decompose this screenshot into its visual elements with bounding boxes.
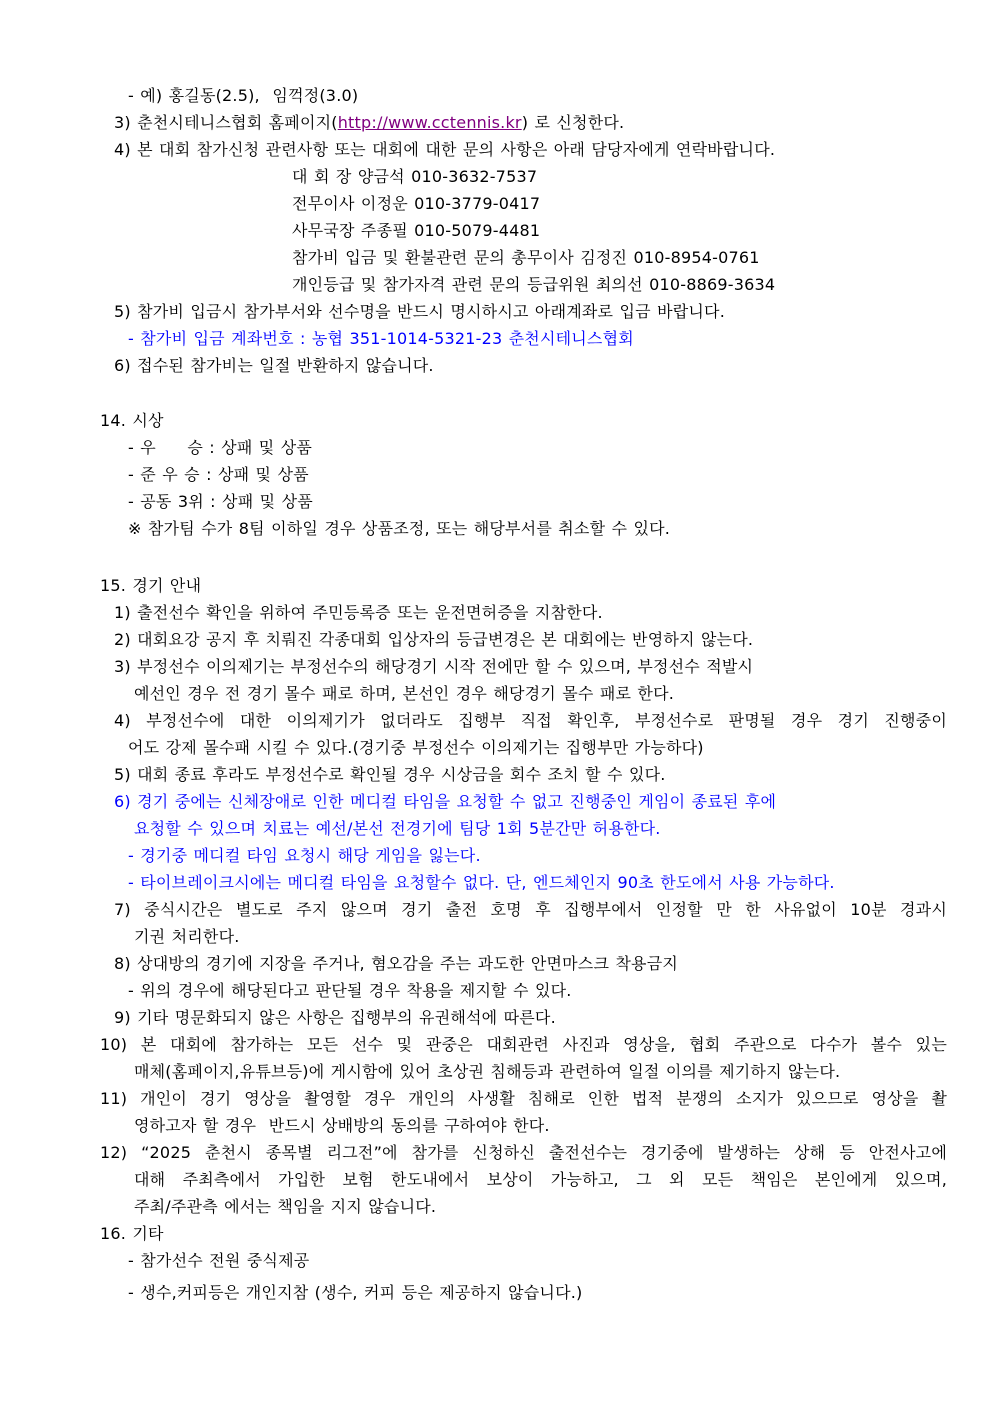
doc-line	[100, 977, 947, 1004]
text-segment: 16. 기타	[100, 1224, 164, 1243]
text-segment: 3) 부정선수 이의제기는 부정선수의 해당경기 시작 전에만 할 수 있으며, 부정선수 적발시	[114, 657, 754, 676]
doc-line	[100, 244, 947, 271]
doc-line	[100, 461, 947, 488]
text-segment: ※ 참가팀 수가 8팀 이하일 경우 상품조정, 또는 해당부서를 취소할 수 있다.	[128, 519, 671, 538]
text-segment: 1) 출전선수 확인을 위하여 주민등록증 또는 운전면허증을 지참한다.	[114, 603, 603, 622]
text-segment: 6) 접수된 참가비는 일절 반환하지 않습니다.	[114, 356, 434, 375]
text-segment: - 경기중 메디컬 타임 요청시 해당 게임을 잃는다.	[128, 846, 481, 865]
doc-line	[100, 653, 947, 680]
text-segment: 요청할 수 있으며 치료는 예선/본선 전경기에 팀당 1회 5분간만 허용한다.	[134, 819, 661, 838]
doc-line	[100, 325, 947, 352]
doc-line	[100, 1220, 947, 1247]
doc-line	[100, 1193, 947, 1220]
doc-line	[100, 1112, 947, 1139]
text-segment: 기권 처리한다.	[134, 927, 240, 946]
text-segment: 전무이사 이정운 010-3779-0417	[292, 194, 541, 213]
doc-line	[100, 761, 947, 788]
text-segment: 영하고자 할 경우 반드시 상배방의 동의를 구하여야 한다.	[134, 1116, 550, 1135]
doc-line	[100, 1058, 947, 1085]
doc-line	[100, 707, 947, 734]
text-segment: - 참가선수 전원 중식제공	[128, 1251, 310, 1270]
doc-line	[100, 1004, 947, 1031]
text-segment: ) 로 신청한다.	[521, 113, 625, 132]
doc-line	[100, 815, 947, 842]
doc-line	[100, 734, 947, 761]
text-segment: 5) 대회 종료 후라도 부정선수로 확인될 경우 시상금을 회수 조치 할 수 있다.	[114, 765, 666, 784]
text-segment: - 위의 경우에 해당된다고 판단될 경우 착용을 제지할 수 있다.	[128, 981, 572, 1000]
doc-line	[100, 1279, 947, 1306]
text-segment: - 우 승 : 상패 및 상품	[128, 438, 313, 457]
text-segment: 12) “2025 춘천시 종목별 리그전”에 참가를 신청하신 출전선수는 경기중에 발생하는 상해 등 안전사고에	[100, 1143, 947, 1162]
text-segment: 대 회 장 양금석 010-3632-7537	[292, 167, 538, 186]
doc-line	[100, 1085, 947, 1112]
text-segment: 예선인 경우 전 경기 몰수 패로 하며, 본선인 경우 해당경기 몰수 패로 한다.	[134, 684, 675, 703]
doc-line	[100, 626, 947, 653]
doc-line	[100, 896, 947, 923]
doc-line	[100, 352, 947, 379]
text-segment: 3) 춘천시테니스협회 홈페이지(	[114, 113, 338, 132]
text-segment: 7) 중식시간은 별도로 주지 않으며 경기 출전 호명 후 집행부에서 인정할 만 한 사유없이 10분 경과시	[114, 900, 947, 919]
doc-line	[100, 271, 947, 298]
doc-line	[100, 298, 947, 325]
text-segment: 9) 기타 명문화되지 않은 사항은 집행부의 유권해석에 따른다.	[114, 1008, 556, 1027]
doc-line	[100, 1139, 947, 1166]
text-segment: - 타이브레이크시에는 메디컬 타임을 요청할수 없다. 단, 엔드체인지 90초 한도에서 사용 가능하다.	[128, 873, 835, 892]
doc-line	[100, 190, 947, 217]
text-segment: - 예) 홍길동(2.5), 임꺽정(3.0)	[128, 86, 359, 105]
text-segment: 6) 경기 중에는 신체장애로 인한 메디컬 타임을 요청할 수 없고 진행중인 게임이 종료된 후에	[114, 792, 777, 811]
text-segment: 대해 주최측에서 가입한 보험 한도내에서 보상이 가능하고, 그 외 모든 책임은 본인에게 있으며,	[134, 1170, 947, 1189]
text-segment: 참가비 입금 및 환불관련 문의 총무이사 김정진 010-8954-0761	[292, 248, 760, 267]
document-body	[100, 82, 947, 1306]
text-segment: 사무국장 주종필 010-5079-4481	[292, 221, 541, 240]
doc-line	[100, 407, 947, 434]
text-segment: 11) 개인이 경기 영상을 촬영할 경우 개인의 사생활 침해로 인한 법적 분쟁의 소지가 있으므로 영상을 촬	[100, 1089, 947, 1108]
text-segment: 매체(홈페이지,유튜브등)에 게시함에 있어 초상권 침해등과 관련하여 일절 이의를 제기하지 않는다.	[134, 1062, 841, 1081]
doc-line	[100, 680, 947, 707]
doc-line	[100, 434, 947, 461]
doc-line	[100, 488, 947, 515]
doc-line	[100, 1031, 947, 1058]
text-segment: 10) 본 대회에 참가하는 모든 선수 및 관중은 대회관련 사진과 영상을, 협회 주관으로 다수가 볼수 있는	[100, 1035, 947, 1054]
text-segment: 어도 강제 몰수패 시킬 수 있다.(경기중 부정선수 이의제기는 집행부만 가능하다)	[128, 738, 704, 757]
doc-line	[100, 788, 947, 815]
doc-line	[100, 1166, 947, 1193]
text-segment: - 생수,커피등은 개인지참 (생수, 커피 등은 제공하지 않습니다.)	[128, 1283, 583, 1302]
text-segment: - 참가비 입금 계좌번호 : 농협 351-1014-5321-23 춘천시테니스협회	[128, 329, 634, 348]
doc-line	[100, 82, 947, 109]
doc-line	[100, 599, 947, 626]
doc-line	[100, 572, 947, 599]
doc-line	[100, 217, 947, 244]
text-segment: 개인등급 및 참가자격 관련 문의 등급위원 최의선 010-8869-3634	[292, 275, 776, 294]
homepage-link[interactable]: http://www.cctennis.kr	[337, 113, 522, 132]
text-segment: 4) 부정선수에 대한 이의제기가 없더라도 집행부 직접 확인후, 부정선수로 판명될 경우 경기 진행중이	[114, 711, 947, 730]
text-segment: 14. 시상	[100, 411, 164, 430]
text-segment: 15. 경기 안내	[100, 576, 202, 595]
doc-line	[100, 515, 947, 542]
text-segment: 2) 대회요강 공지 후 치뤄진 각종대회 입상자의 등급변경은 본 대회에는 반영하지 않는다.	[114, 630, 754, 649]
doc-line	[100, 1247, 947, 1274]
doc-line	[100, 950, 947, 977]
text-segment: 8) 상대방의 경기에 지장을 주거나, 혐오감을 주는 과도한 안면마스크 착용금지	[114, 954, 679, 973]
doc-line	[100, 842, 947, 869]
text-segment: 주최/주관측 에서는 책임을 지지 않습니다.	[134, 1197, 437, 1216]
doc-line	[100, 163, 947, 190]
text-segment: - 공동 3위 : 상패 및 상품	[128, 492, 313, 511]
doc-line	[100, 109, 947, 136]
doc-line	[100, 869, 947, 896]
doc-line	[100, 923, 947, 950]
doc-line	[100, 136, 947, 163]
text-segment: 4) 본 대회 참가신청 관련사항 또는 대회에 대한 문의 사항은 아래 담당자에게 연락바랍니다.	[114, 140, 776, 159]
text-segment: - 준 우 승 : 상패 및 상품	[128, 465, 309, 484]
text-segment: 5) 참가비 입금시 참가부서와 선수명을 반드시 명시하시고 아래계좌로 입금 바랍니다.	[114, 302, 725, 321]
